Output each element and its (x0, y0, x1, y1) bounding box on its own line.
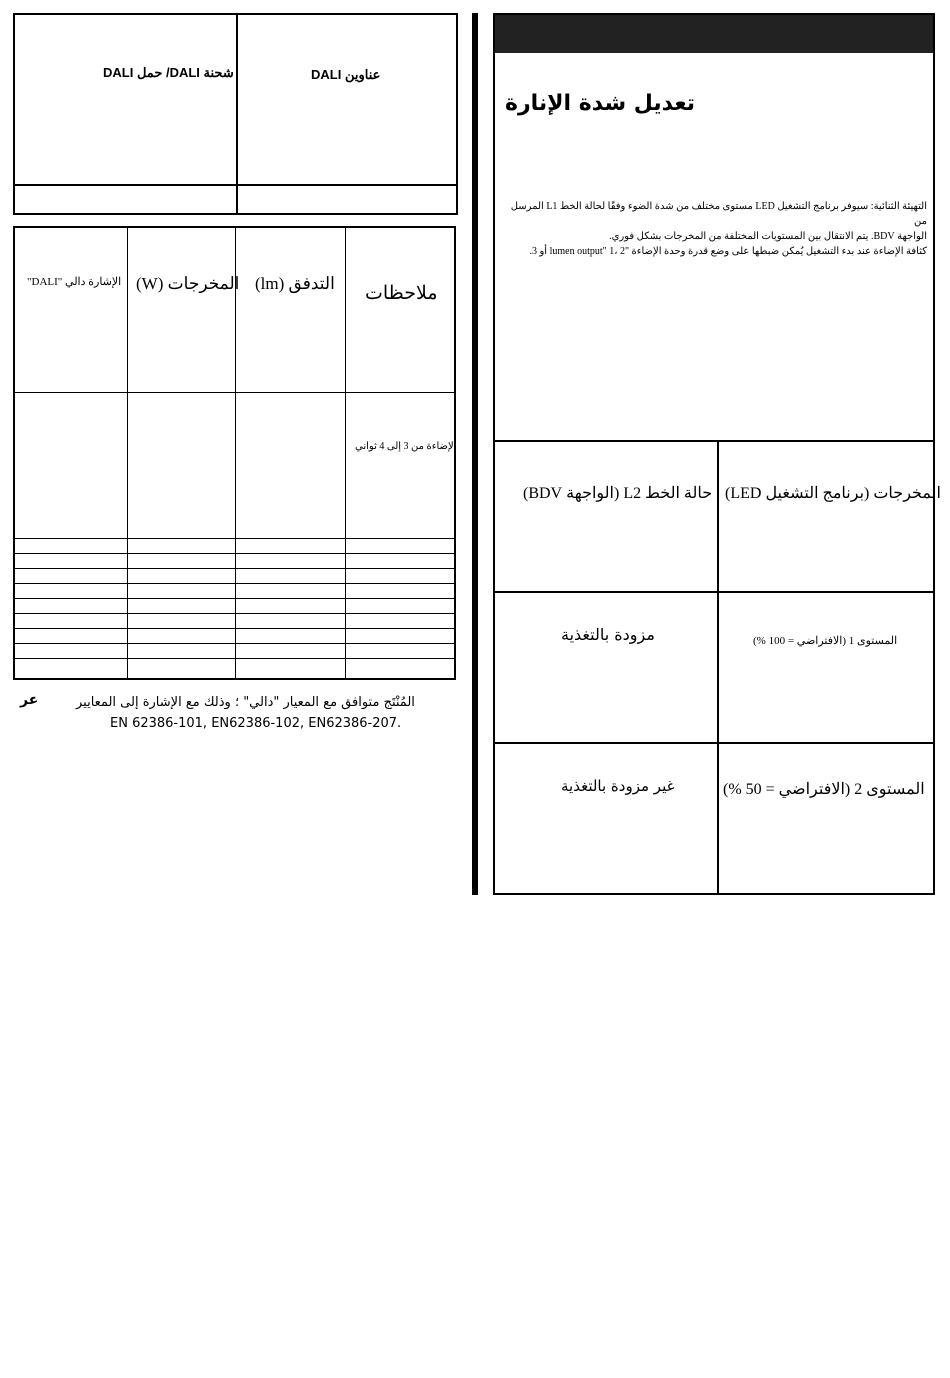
notes-header: ملاحظات (365, 283, 438, 304)
row-divider (495, 591, 933, 593)
section-header-bar (495, 15, 933, 53)
section-title: تعديل شدة الإنارة (505, 91, 696, 116)
row-divider (15, 568, 454, 569)
column-divider (717, 440, 719, 893)
column-divider (235, 228, 236, 678)
description-line: كثافة الإضاءة عند بدء التشغيل يُمكن ضبطها على وضع قدرة وحدة الإضاءة "lumen output" 1، 2 أو 3. (529, 246, 927, 257)
output-column-header: المخرجات (برنامج التشغيل LED) (725, 485, 941, 502)
output-header: المخرجات (W) (136, 274, 240, 293)
dali-address-header: عناوين DALI (311, 67, 381, 82)
dali-data-table (13, 226, 456, 680)
page-divider (472, 13, 478, 895)
row-divider (15, 628, 454, 629)
description-line: التهيئة الثنائية: سيوفر برنامج التشغيل LED مستوى مختلف من شدة الضوء وفقًا لحالة الخط L1 المرسل من (510, 201, 927, 227)
column-divider (345, 228, 346, 678)
column-divider (127, 228, 128, 678)
row-divider (15, 583, 454, 584)
state-column-header: حالة الخط L2 (الواجهة BDV) (523, 485, 713, 502)
level-2-state: غير مزودة بالتغذية (561, 777, 675, 795)
dali-address-table (13, 13, 458, 215)
level-1-output: المستوى 1 (الافتراضي = 100 %) (753, 635, 898, 647)
level-2-output: المستوى 2 (الافتراضي = 50 %) (723, 781, 925, 798)
row-divider (15, 658, 454, 659)
row-divider (15, 538, 454, 539)
row-divider (15, 613, 454, 614)
row-divider (15, 643, 454, 644)
description-line: الواجهة BDV. يتم الانتقال بين المستويات المختلفة من المخرجات بشكل فوري. (609, 231, 927, 242)
section-description (501, 199, 927, 259)
row-divider (15, 598, 454, 599)
row-divider (15, 392, 454, 393)
dimming-section (493, 13, 941, 895)
first-row-note: الإضاءة من 3 إلى 4 ثواني (355, 441, 457, 452)
row-divider (495, 742, 933, 744)
level-1-state: مزودة بالتغذية (561, 625, 655, 644)
standards-note-line1: المُنْتَج متوافق مع المعيار "دالي" ؛ وذلك مع الإشارة إلى المعايير (76, 695, 415, 710)
row-divider (15, 553, 454, 554)
standards-note-line2: EN 62386-101, EN62386-102, EN62386-207. (110, 716, 402, 731)
dali-load-header: شحنة DALI/ حمل DALI (103, 65, 234, 80)
table-divider (15, 184, 456, 186)
flux-header: التدفق (lm) (255, 274, 335, 293)
row-divider (495, 440, 933, 442)
language-code: عر (20, 692, 39, 708)
signal-header: الإشارة دالي "DALI" (27, 276, 122, 288)
